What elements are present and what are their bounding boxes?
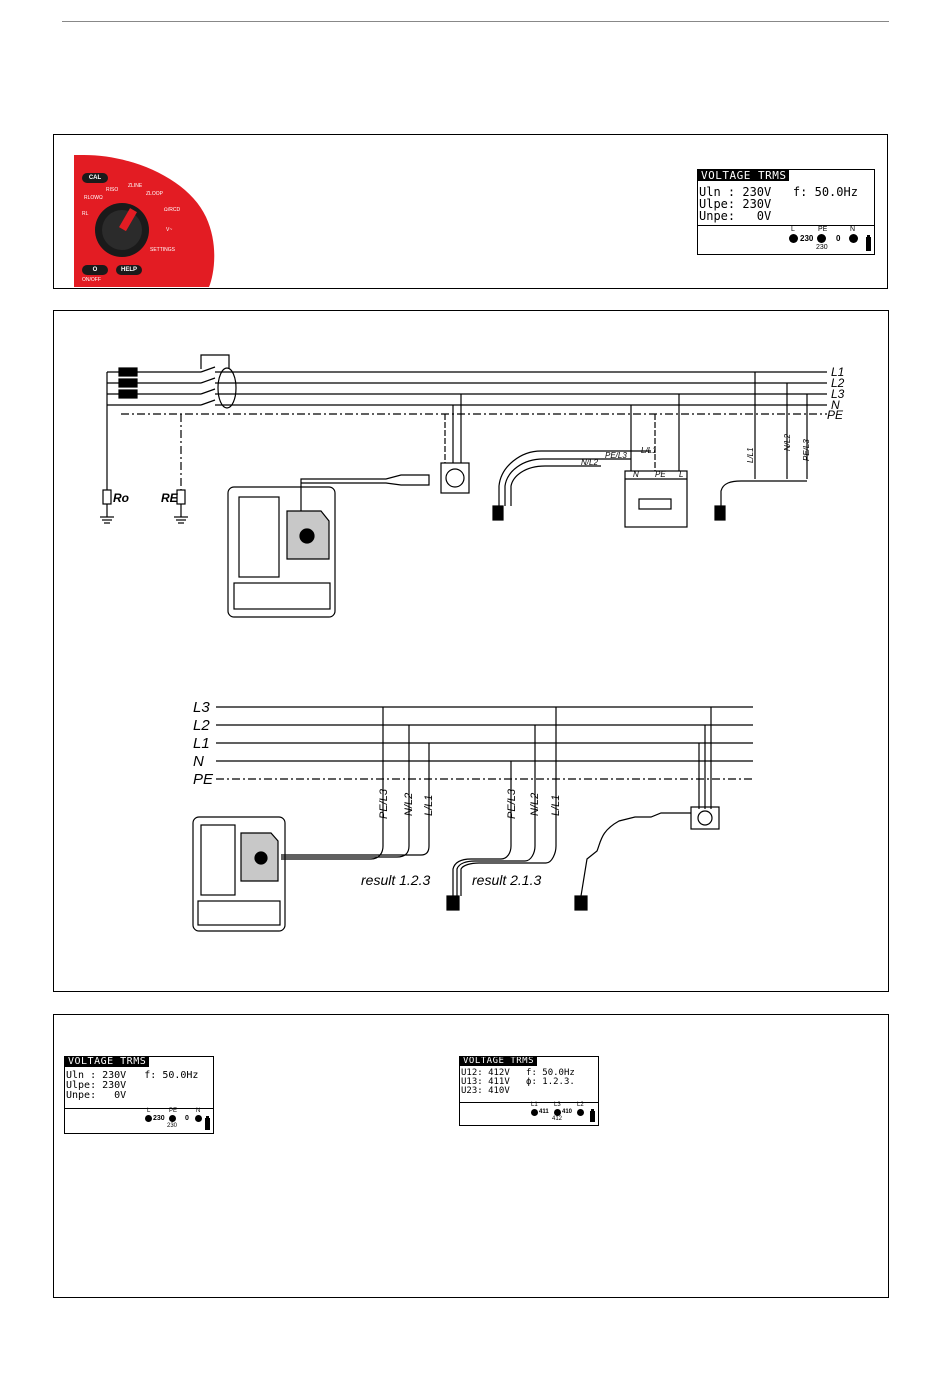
lcd-line-u13: U13: 411V ϕ: 1.2.3. — [461, 1077, 575, 1087]
terminal-l1-label: L1 — [531, 1102, 538, 1108]
battery-icon — [590, 1111, 595, 1122]
onoff-label: ON/OFF — [82, 277, 101, 283]
battery-icon — [205, 1118, 210, 1130]
lcd-terminal-bar — [698, 225, 874, 254]
probe-l-l1-label: L/L1 — [641, 446, 657, 455]
lcd-line-u23: U23: 410V — [461, 1086, 510, 1096]
clip-b-l-l1-label: L/L1 — [550, 794, 562, 816]
terminal-l-dot — [145, 1115, 152, 1122]
value-pe-n: 0 — [836, 234, 841, 243]
lcd-screen-voltage-three-phase — [459, 1056, 599, 1126]
line-label-b-pe: PE — [193, 771, 214, 788]
instrument-panel — [53, 134, 888, 289]
line-label-b-l2: L2 — [193, 717, 210, 734]
terminal-l3-dot — [554, 1109, 561, 1116]
lcd-terminal-bar — [65, 1108, 213, 1133]
result-b-label: result 2.1.3 — [472, 872, 542, 888]
rl-label: RL — [82, 211, 89, 217]
battery-icon — [866, 237, 871, 251]
line-label-b-l1: L1 — [193, 735, 210, 752]
header-rule — [62, 21, 889, 22]
line-label-l1: L1 — [831, 365, 845, 379]
line-label-b-n: N — [193, 753, 204, 770]
zloop-label: ZLOOP — [146, 191, 163, 197]
value-l-n: 230 — [816, 244, 828, 251]
lcd-line-ulpe: Ulpe: 230V — [699, 197, 772, 211]
terminal-l-dot — [789, 234, 798, 243]
cal-button[interactable]: CAL — [88, 175, 102, 181]
rcd-label: Ω/RCD — [164, 207, 181, 213]
terminal-l1-dot — [531, 1109, 538, 1116]
terminal-pe-dot — [169, 1115, 176, 1122]
value-l1-l2: 412 — [552, 1116, 563, 1122]
clip-pe-l3-label: PE/L3 — [802, 439, 811, 461]
result-a-label: result 1.2.3 — [361, 872, 431, 888]
terminal-pe-label: PE — [818, 226, 828, 233]
value-l-pe: 230 — [800, 234, 814, 243]
settings-label: SETTINGS — [150, 247, 176, 253]
value-pe-n: 0 — [185, 1115, 189, 1122]
terminal-pe-dot — [817, 234, 826, 243]
socket-pe-label: PE — [655, 470, 666, 479]
terminal-l3-label: L3 — [554, 1102, 561, 1108]
lcd-screen-voltage — [697, 169, 875, 255]
lcd-line-unpe: Unpe: 0V — [66, 1090, 127, 1101]
terminal-n-label: N — [196, 1108, 201, 1114]
value-l3-l2: 410 — [562, 1109, 573, 1115]
terminal-n-dot — [849, 234, 858, 243]
lcd-title: VOLTAGE TRMS — [65, 1057, 149, 1067]
lcd-title: VOLTAGE TRMS — [460, 1057, 537, 1066]
clip-b-pe-l3-label: PE/L3 — [506, 789, 518, 819]
lcd-terminal-bar — [460, 1102, 598, 1125]
socket-l-label: L — [679, 470, 684, 479]
lcd-line-uln: Uln : 230V f: 50.0Hz — [66, 1070, 199, 1081]
probe-pe-l3-label: PE/L3 — [605, 451, 627, 460]
resistor-re-label: RE — [161, 491, 178, 505]
lcd-title: VOLTAGE TRMS — [698, 170, 789, 181]
instrument-front-image — [74, 155, 224, 287]
clip-a-l-l1-label: L/L1 — [423, 794, 435, 816]
probe-n-l2-label: N/L2 — [581, 458, 598, 467]
terminal-l-label: L — [147, 1108, 151, 1114]
lcd-line-ulpe: Ulpe: 230V — [66, 1080, 127, 1091]
terminal-l2-dot — [577, 1109, 584, 1116]
riso-label: RISO — [106, 187, 119, 193]
results-panel — [53, 1014, 889, 1298]
onoff-button[interactable]: O — [92, 267, 98, 273]
volt-label: V~ — [166, 227, 173, 233]
terminal-n-label: N — [850, 226, 856, 233]
line-label-l3: L3 — [831, 387, 845, 401]
line-label-n: N — [831, 398, 840, 412]
terminal-pe-label: PE — [169, 1108, 178, 1114]
clip-a-n-l2-label: N/L2 — [403, 792, 415, 816]
line-label-pe: PE — [827, 408, 844, 422]
resistor-ro-label: Ro — [113, 491, 129, 505]
clip-b-n-l2-label: N/L2 — [529, 792, 541, 816]
lcd-line-u12: U12: 412V f: 50.0Hz — [461, 1068, 575, 1078]
terminal-n-dot — [195, 1115, 202, 1122]
connection-diagram-panel — [53, 310, 889, 992]
line-label-b-l3: L3 — [193, 699, 210, 716]
rlow-label: RLOWΩ — [84, 195, 103, 201]
value-l-n: 230 — [167, 1123, 178, 1129]
connection-diagram — [54, 311, 888, 991]
line-label-l2: L2 — [831, 376, 845, 390]
lcd-screen-voltage-single — [64, 1056, 214, 1134]
clip-l-l1-label: L/L1 — [746, 447, 755, 463]
terminal-l-label: L — [791, 226, 795, 233]
help-button[interactable]: HELP — [120, 267, 137, 273]
terminal-l2-label: L2 — [577, 1102, 584, 1108]
zline-label: ZLINE — [128, 183, 143, 189]
clip-a-pe-l3-label: PE/L3 — [378, 789, 390, 819]
value-l1-l3: 411 — [539, 1109, 549, 1115]
value-l-pe: 230 — [153, 1115, 165, 1122]
clip-n-l2-label: N/L2 — [783, 434, 792, 451]
socket-n-label: N — [633, 470, 639, 479]
lcd-line-unpe: Unpe: 0V — [699, 209, 772, 223]
lcd-line-uln: Uln : 230V f: 50.0Hz — [699, 185, 858, 199]
